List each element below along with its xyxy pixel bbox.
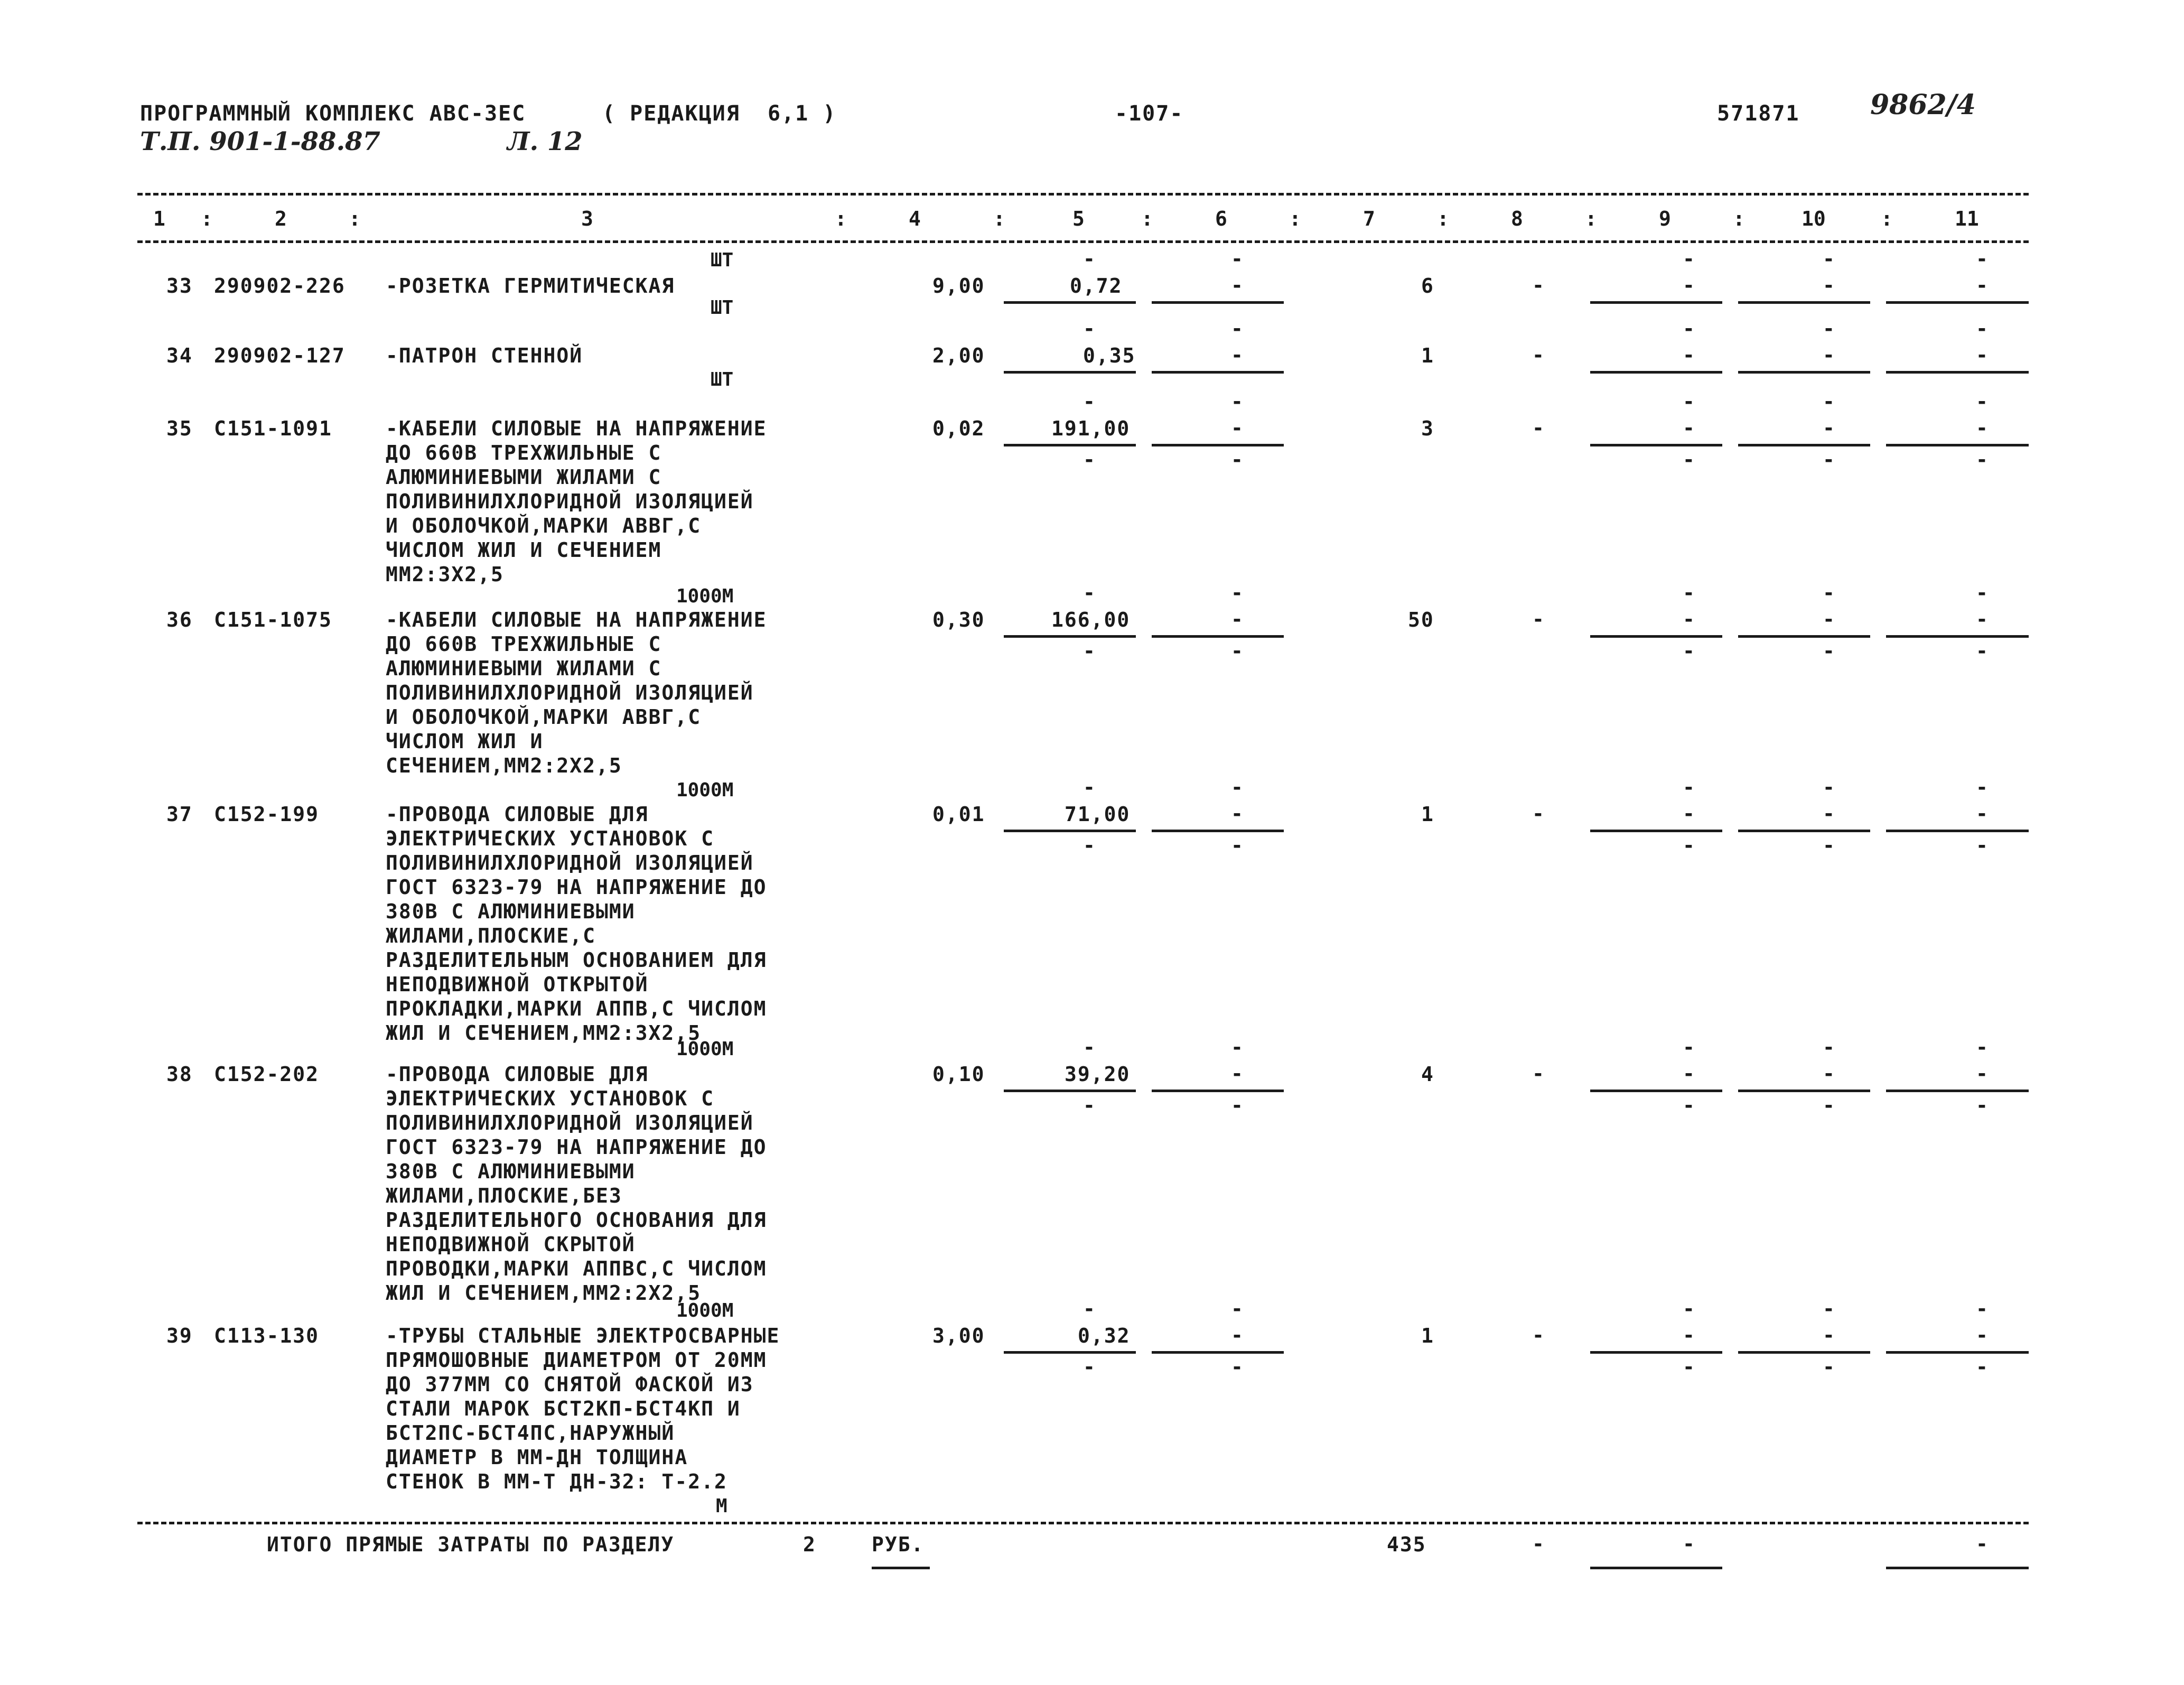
row-35-c11-underline: [1886, 444, 2029, 446]
row-38-num: 38: [166, 1063, 193, 1086]
row-36-c6-dash-top: -: [1231, 581, 1243, 604]
row-34-c5-dash-top: -: [1083, 317, 1095, 340]
col-7: 7: [1363, 207, 1375, 230]
row-39-c8-dash: -: [1532, 1324, 1544, 1347]
row-37-c5: 71,00: [1065, 803, 1131, 826]
row-35-c10-dash: -: [1823, 416, 1835, 440]
row-39-c7: 1: [1421, 1324, 1434, 1347]
row-34-code: 290902-127: [214, 344, 346, 367]
row-33-c5: 0,72: [1070, 274, 1123, 297]
row-39-c11-dash: -: [1976, 1324, 1988, 1347]
row-35-c4: 0,02: [932, 417, 985, 440]
row-33-code: 290902-226: [214, 274, 346, 297]
row-37-c9-dash: -: [1683, 802, 1695, 825]
row-36-c11-underline: [1886, 635, 2029, 638]
row-36-c7: 50: [1408, 608, 1434, 631]
row-33-c10-dash: -: [1823, 274, 1835, 297]
row-35-c6-dash: -: [1231, 416, 1243, 440]
row-39-c10-dash-bottom: -: [1823, 1355, 1835, 1379]
row-35-c6-underline: [1152, 444, 1284, 446]
col-4: 4: [909, 207, 921, 230]
row-38-c5-dash-top: -: [1083, 1036, 1095, 1059]
row-34-c9-dash: -: [1683, 343, 1695, 367]
col-9: 9: [1659, 207, 1671, 230]
col-5: 5: [1072, 207, 1085, 230]
row-37-c11-dash: -: [1976, 802, 1988, 825]
row-38-c5-dash-bottom: -: [1083, 1094, 1095, 1117]
row-37-unit-top: 1000М: [676, 779, 734, 801]
row-38-code: С152-202: [214, 1063, 320, 1086]
col-sep: :: [201, 207, 213, 230]
row-33-c6-dash-top: -: [1231, 247, 1243, 271]
row-35-unit-top: ШТ: [711, 369, 734, 390]
row-36-c11-dash-bottom: -: [1976, 639, 1988, 663]
row-34-c6-dash-top: -: [1231, 317, 1243, 340]
col-8: 8: [1511, 207, 1523, 230]
row-34-c5: 0,35: [1083, 344, 1136, 367]
row-36-c4: 0,30: [932, 608, 985, 631]
row-34-c7: 1: [1421, 344, 1434, 367]
row-37-c10-dash-top: -: [1823, 776, 1835, 799]
total-rule: [137, 1522, 2029, 1524]
row-36-c8-dash: -: [1532, 608, 1544, 631]
row-34-c11-underline: [1886, 371, 2029, 374]
row-34-c9-dash-top: -: [1683, 317, 1695, 340]
row-37-c11-underline: [1886, 830, 2029, 832]
col-10: 10: [1802, 207, 1826, 230]
row-36-c5-underline: [1004, 635, 1136, 638]
row-35-c10-dash-bottom: -: [1823, 448, 1835, 471]
row-38-desc: -ПРОВОДА СИЛОВЫЕ ДЛЯ ЭЛЕКТРИЧЕСКИХ УСТАНОВОК С ПОЛИВИНИЛХЛОРИДНОЙ ИЗОЛЯЦИЕЙ ГОСТ 6323-79 НА НАПРЯЖЕНИЕ ДО 380В С АЛЮМИНИЕВЫМИ ЖИЛАМИ,ПЛОСКИЕ,БЕЗ РАЗДЕЛИТЕЛЬНОГО ОСНОВАНИЯ ДЛЯ НЕПОДВИЖНОЙ СКРЫТОЙ ПРОВОДКИ,МАРКИ АППВС,С ЧИСЛОМ ЖИЛ И СЕЧЕНИЕМ,ММ2:2Х2,5: [386, 1063, 767, 1305]
row-37-c10-dash: -: [1823, 802, 1835, 825]
col-sep: :: [1881, 207, 1893, 230]
total-currency: РУБ.: [872, 1533, 925, 1556]
row-39-c9-underline: [1590, 1351, 1722, 1354]
row-37-c5-dash-top: -: [1083, 776, 1095, 799]
row-38-c5: 39,20: [1065, 1063, 1131, 1086]
row-39-c9-dash-top: -: [1683, 1297, 1695, 1320]
row-35-c11-dash: -: [1976, 416, 1988, 440]
row-37-c9-dash-top: -: [1683, 776, 1695, 799]
row-39-c5: 0,32: [1078, 1324, 1131, 1347]
row-39-c6-underline: [1152, 1351, 1284, 1354]
row-38-c11-dash-bottom: -: [1976, 1094, 1988, 1117]
row-37-code: С152-199: [214, 803, 320, 826]
row-38-c10-underline: [1738, 1090, 1870, 1092]
row-36-c9-dash-bottom: -: [1683, 639, 1695, 663]
total-label: ИТОГО ПРЯМЫЕ ЗАТРАТЫ ПО РАЗДЕЛУ: [267, 1533, 675, 1556]
row-38-c4: 0,10: [932, 1063, 985, 1086]
row-39-c11-dash-top: -: [1976, 1297, 1988, 1320]
row-37-desc: -ПРОВОДА СИЛОВЫЕ ДЛЯ ЭЛЕКТРИЧЕСКИХ УСТАНОВОК С ПОЛИВИНИЛХЛОРИДНОЙ ИЗОЛЯЦИЕЙ ГОСТ 6323-79 НА НАПРЯЖЕНИЕ ДО 380В С АЛЮМИНИЕВЫМИ ЖИЛАМИ,ПЛОСКИЕ,С РАЗДЕЛИТЕЛЬНЫМ ОСНОВАНИЕМ ДЛЯ НЕПОДВИЖНОЙ ОТКРЫТОЙ ПРОКЛАДКИ,МАРКИ АППВ,С ЧИСЛОМ ЖИЛ И СЕЧЕНИЕМ,ММ2:3Х2,5: [386, 803, 767, 1045]
row-34-unit-top: ШТ: [711, 297, 734, 319]
total-c11-underline: [1886, 1567, 2029, 1569]
row-34-c10-dash: -: [1823, 343, 1835, 367]
row-36-c6-dash: -: [1231, 608, 1243, 631]
row-36-c11-dash: -: [1976, 608, 1988, 631]
col-3: 3: [581, 207, 593, 230]
row-39-c6-dash-top: -: [1231, 1297, 1243, 1320]
row-35-c10-dash-top: -: [1823, 390, 1835, 413]
program-title: ПРОГРАММНЫЙ КОМПЛЕКС АВС-3ЕС: [140, 101, 526, 126]
row-36-code: С151-1075: [214, 608, 332, 631]
row-37-c6-dash-bottom: -: [1231, 834, 1243, 857]
row-33-c8-dash: -: [1532, 274, 1544, 297]
row-38-c10-dash-bottom: -: [1823, 1094, 1835, 1117]
row-36-c10-dash: -: [1823, 608, 1835, 631]
row-33-c9-underline: [1590, 301, 1722, 304]
row-39-c9-dash: -: [1683, 1324, 1695, 1347]
col-sep: :: [349, 207, 361, 230]
row-34-c4: 2,00: [932, 344, 985, 367]
row-33-num: 33: [166, 274, 193, 297]
row-39-c11-dash-bottom: -: [1976, 1355, 1988, 1379]
row-39-c4: 3,00: [932, 1324, 985, 1347]
row-35-c9-dash-bottom: -: [1683, 448, 1695, 471]
row-36-c9-dash: -: [1683, 608, 1695, 631]
row-36-c10-dash-top: -: [1823, 581, 1835, 604]
row-36-c10-dash-bottom: -: [1823, 639, 1835, 663]
row-33-c9-dash: -: [1683, 274, 1695, 297]
row-39-desc: -ТРУБЫ СТАЛЬНЫЕ ЭЛЕКТРОСВАРНЫЕ ПРЯМОШОВНЫЕ ДИАМЕТРОМ ОТ 20ММ ДО 377ММ СО СНЯТОЙ ФАСКОЙ ИЗ СТАЛИ МАРОК БСТ2КП-БСТ4КП И БСТ2ПС-БСТ4ПС,НАРУЖНЫЙ ДИАМЕТР В ММ-ДН ТОЛЩИНА СТЕНОК В ММ-Т ДН-32: Т-2.2: [386, 1324, 780, 1493]
row-34-c11-dash-top: -: [1976, 317, 1988, 340]
row-35-c5: 191,00: [1051, 417, 1131, 440]
row-37-c5-dash-bottom: -: [1083, 834, 1095, 857]
row-37-c7: 1: [1421, 803, 1434, 826]
row-33-c10-dash-top: -: [1823, 247, 1835, 271]
row-34-c5-underline: [1004, 371, 1136, 374]
row-37-c6-underline: [1152, 830, 1284, 832]
row-37-c4: 0,01: [932, 803, 985, 826]
row-39-c11-underline: [1886, 1351, 2029, 1354]
col-2: 2: [275, 207, 287, 230]
row-35-c11-dash-bottom: -: [1976, 448, 1988, 471]
row-36-c6-dash-bottom: -: [1231, 639, 1243, 663]
row-39-c5-dash-top: -: [1083, 1297, 1095, 1320]
row-34-c6-dash: -: [1231, 343, 1243, 367]
header-rule-top: [137, 193, 2029, 196]
handwritten-number: 9862/4: [1870, 89, 1976, 121]
row-39-code: С113-130: [214, 1324, 320, 1347]
row-33-c9-dash-top: -: [1683, 247, 1695, 271]
row-38-c11-dash-top: -: [1976, 1036, 1988, 1059]
row-33-c6-underline: [1152, 301, 1284, 304]
row-34-c10-underline: [1738, 371, 1870, 374]
row-34-c10-dash-top: -: [1823, 317, 1835, 340]
row-35-c9-underline: [1590, 444, 1722, 446]
row-38-c9-dash-bottom: -: [1683, 1094, 1695, 1117]
row-37-c11-dash-bottom: -: [1976, 834, 1988, 857]
row-38-c10-dash-top: -: [1823, 1036, 1835, 1059]
row-35-c6-dash-top: -: [1231, 390, 1243, 413]
row-39-unit-top: 1000М: [676, 1300, 734, 1321]
row-39-c10-underline: [1738, 1351, 1870, 1354]
row-36-c9-underline: [1590, 635, 1722, 638]
row-39-c6-dash: -: [1231, 1324, 1243, 1347]
row-33-c11-dash-top: -: [1976, 247, 1988, 271]
row-34-num: 34: [166, 344, 193, 367]
row-33-c11-dash: -: [1976, 274, 1988, 297]
row-36-c5-dash-bottom: -: [1083, 639, 1095, 663]
col-1: 1: [153, 207, 165, 230]
row-39-c10-dash-top: -: [1823, 1297, 1835, 1320]
row-36-desc: -КАБЕЛИ СИЛОВЫЕ НА НАПРЯЖЕНИЕ ДО 660В ТРЕХЖИЛЬНЫЕ С АЛЮМИНИЕВЫМИ ЖИЛАМИ С ПОЛИВИНИЛХЛОРИДНОЙ ИЗОЛЯЦИЕЙ И ОБОЛОЧКОЙ,МАРКИ АВВГ,С ЧИСЛОМ ЖИЛ И СЕЧЕНИЕМ,ММ2:2Х2,5: [386, 608, 767, 777]
row-34-desc: -ПАТРОН СТЕННОЙ: [386, 344, 583, 367]
row-38-c9-underline: [1590, 1090, 1722, 1092]
row-39-num: 39: [166, 1324, 193, 1347]
col-sep: :: [1289, 207, 1301, 230]
row-34-c11-dash: -: [1976, 343, 1988, 367]
header-rule-bottom: [137, 240, 2029, 243]
row-36-c5-dash-top: -: [1083, 581, 1095, 604]
row-33-c10-underline: [1738, 301, 1870, 304]
row-39-c9-dash-bottom: -: [1683, 1355, 1695, 1379]
row-37-c9-dash-bottom: -: [1683, 834, 1695, 857]
row-36-num: 36: [166, 608, 193, 631]
row-33-c11-underline: [1886, 301, 2029, 304]
row-36-c6-underline: [1152, 635, 1284, 638]
row-39-c5-dash-bottom: -: [1083, 1355, 1095, 1379]
row-33-c7: 6: [1421, 274, 1434, 297]
row-37-c10-underline: [1738, 830, 1870, 832]
row-35-c11-dash-top: -: [1976, 390, 1988, 413]
row-36-c10-underline: [1738, 635, 1870, 638]
row-37-c6-dash: -: [1231, 802, 1243, 825]
row-34-c6-underline: [1152, 371, 1284, 374]
row-33-c5-dash-top: -: [1083, 247, 1095, 271]
row-33-c4: 9,00: [932, 274, 985, 297]
row-38-c8-dash: -: [1532, 1062, 1544, 1085]
row-35-c7: 3: [1421, 417, 1434, 440]
col-6: 6: [1215, 207, 1227, 230]
row-36-c11-dash-top: -: [1976, 581, 1988, 604]
row-39-c10-dash: -: [1823, 1324, 1835, 1347]
row-39-unit-bottom: М: [716, 1495, 727, 1517]
row-35-c10-underline: [1738, 444, 1870, 446]
row-38-c7: 4: [1421, 1063, 1434, 1086]
total-c11-dash: -: [1976, 1532, 1988, 1556]
col-sep: :: [1585, 207, 1597, 230]
row-37-c5-underline: [1004, 830, 1136, 832]
row-35-code: С151-1091: [214, 417, 332, 440]
row-38-c6-dash-top: -: [1231, 1036, 1243, 1059]
total-currency-underline: [872, 1567, 930, 1569]
row-38-unit-top: 1000М: [676, 1038, 734, 1060]
row-35-num: 35: [166, 417, 193, 440]
total-section: 2: [803, 1533, 816, 1556]
row-38-c9-dash: -: [1683, 1062, 1695, 1085]
row-36-c9-dash-top: -: [1683, 581, 1695, 604]
row-38-c9-dash-top: -: [1683, 1036, 1695, 1059]
col-11: 11: [1955, 207, 1979, 230]
row-35-c9-dash: -: [1683, 416, 1695, 440]
row-35-c9-dash-top: -: [1683, 390, 1695, 413]
row-34-c8-dash: -: [1532, 343, 1544, 367]
row-39-c6-dash-bottom: -: [1231, 1355, 1243, 1379]
row-38-c11-underline: [1886, 1090, 2029, 1092]
total-c7: 435: [1387, 1533, 1426, 1556]
row-38-c11-dash: -: [1976, 1062, 1988, 1085]
row-38-c6-dash-bottom: -: [1231, 1094, 1243, 1117]
row-38-c6-dash: -: [1231, 1062, 1243, 1085]
col-sep: :: [835, 207, 847, 230]
handwritten-sheet: Л. 12: [507, 127, 583, 156]
total-c9-underline: [1590, 1567, 1722, 1569]
row-37-num: 37: [166, 803, 193, 826]
total-c9-dash: -: [1683, 1532, 1695, 1556]
row-37-c9-underline: [1590, 830, 1722, 832]
row-35-desc: -КАБЕЛИ СИЛОВЫЕ НА НАПРЯЖЕНИЕ ДО 660В ТРЕХЖИЛЬНЫЕ С АЛЮМИНИЕВЫМИ ЖИЛАМИ С ПОЛИВИНИЛХЛОРИДНОЙ ИЗОЛЯЦИЕЙ И ОБОЛОЧКОЙ,МАРКИ АВВГ,С ЧИСЛОМ ЖИЛ И СЕЧЕНИЕМ ММ2:3Х2,5: [386, 417, 767, 586]
row-38-c5-underline: [1004, 1090, 1136, 1092]
row-39-c5-underline: [1004, 1351, 1136, 1354]
handwritten-project: Т.П. 901-1-88.87: [140, 127, 380, 156]
row-36-unit-top: 1000М: [676, 585, 734, 607]
doc-code: 571871: [1717, 101, 1800, 126]
row-35-c8-dash: -: [1532, 416, 1544, 440]
row-33-c5-underline: [1004, 301, 1136, 304]
row-37-c8-dash: -: [1532, 802, 1544, 825]
row-35-c5-dash-bottom: -: [1083, 448, 1095, 471]
row-34-c9-underline: [1590, 371, 1722, 374]
row-33-unit-top: ШТ: [711, 249, 734, 271]
row-33-desc: -РОЗЕТКА ГЕРМИТИЧЕСКАЯ: [386, 274, 675, 297]
row-35-c6-dash-bottom: -: [1231, 448, 1243, 471]
row-36-c5: 166,00: [1051, 608, 1131, 631]
total-c8-dash: -: [1532, 1532, 1544, 1556]
row-33-c6-dash: -: [1231, 274, 1243, 297]
row-37-c6-dash-top: -: [1231, 776, 1243, 799]
row-38-c6-underline: [1152, 1090, 1284, 1092]
row-37-c10-dash-bottom: -: [1823, 834, 1835, 857]
col-sep: :: [1437, 207, 1449, 230]
col-sep: :: [993, 207, 1005, 230]
row-37-c11-dash-top: -: [1976, 776, 1988, 799]
row-38-c10-dash: -: [1823, 1062, 1835, 1085]
col-sep: :: [1733, 207, 1745, 230]
row-35-c5-underline: [1004, 444, 1136, 446]
edition-label: ( РЕДАКЦИЯ 6,1 ): [602, 101, 837, 126]
col-sep: :: [1141, 207, 1153, 230]
page-number: -107-: [1115, 101, 1184, 126]
row-35-c5-dash-top: -: [1083, 390, 1095, 413]
